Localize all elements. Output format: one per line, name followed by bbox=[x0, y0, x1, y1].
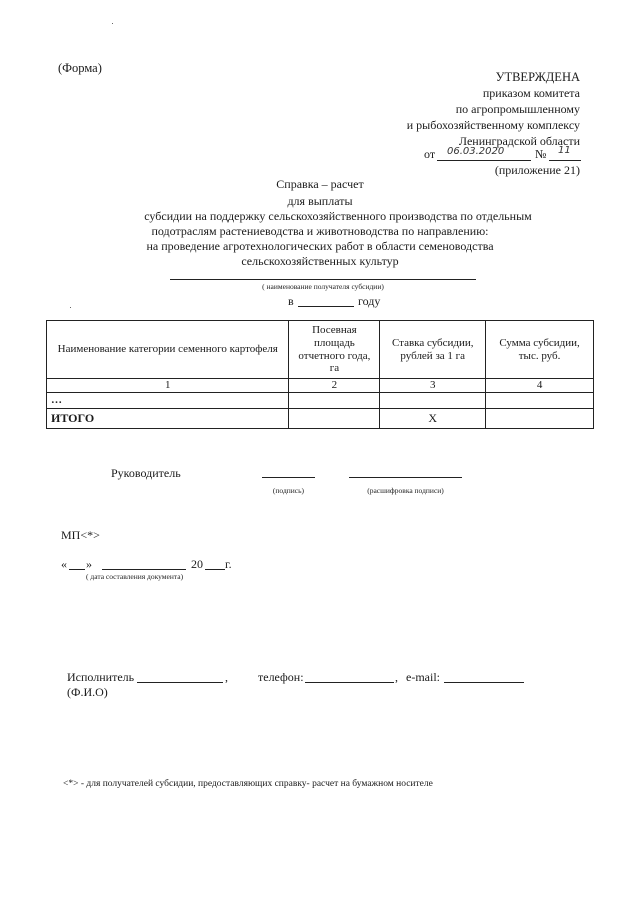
header-rate: Ставка субсидии, рублей за 1 га bbox=[380, 321, 486, 379]
email-label: e-mail: bbox=[406, 670, 440, 684]
approval-line-2: по агропромышленному bbox=[455, 102, 580, 116]
approval-line-1: приказом комитета bbox=[482, 86, 580, 100]
executor-fio: (Ф.И.О) bbox=[67, 685, 108, 699]
sign-caption: (подпись) bbox=[272, 486, 305, 495]
title-line-6: сельскохозяйственных культур bbox=[241, 254, 399, 268]
approval-date-line bbox=[437, 160, 531, 161]
title-line-1: Справка – расчет bbox=[276, 177, 364, 191]
table-cell bbox=[380, 393, 486, 409]
total-label: ИТОГО bbox=[47, 409, 289, 429]
date-caption: ( дата составления документа) bbox=[86, 572, 184, 581]
table-header-row bbox=[47, 321, 594, 379]
ellipsis-cell: … bbox=[47, 393, 289, 409]
scan-speck bbox=[112, 23, 113, 24]
year-suffix: году bbox=[358, 294, 381, 308]
col-number-2: 2 bbox=[289, 379, 380, 393]
date-open-quote: « bbox=[61, 557, 67, 571]
approval-line-4: Ленинградской области bbox=[458, 134, 580, 148]
table-number-row bbox=[47, 379, 594, 393]
col-number-4: 4 bbox=[486, 379, 594, 393]
executor-name-blank bbox=[137, 682, 223, 683]
approval-date-handwritten: 06.03.2020 bbox=[447, 146, 505, 157]
executor-label: Исполнитель bbox=[67, 670, 135, 684]
table-cell bbox=[289, 393, 380, 409]
recipient-line bbox=[170, 279, 476, 280]
decode-line bbox=[349, 477, 462, 478]
title-line-2: для выплаты bbox=[287, 194, 353, 208]
approval-title: УТВЕРЖДЕНА bbox=[495, 70, 580, 84]
approval-line-3: и рыбохозяйственному комплексу bbox=[406, 118, 580, 132]
phone-label: телефон: bbox=[258, 670, 304, 684]
date-year-blank bbox=[205, 569, 225, 570]
approval-number-handwritten: 11 bbox=[558, 145, 571, 156]
table-cell bbox=[486, 409, 594, 429]
phone-comma: , bbox=[395, 670, 398, 684]
header-area: Посевная площадь отчетного года, га bbox=[289, 321, 380, 379]
decode-caption: (расшифровка подписи) bbox=[367, 486, 444, 495]
table-cell bbox=[289, 409, 380, 429]
title-line-4: подотраслям растениеводства и животноводства по направлению: bbox=[151, 224, 489, 238]
date-day-blank bbox=[69, 569, 85, 570]
header-category: Наименование категории семенного картофеля bbox=[47, 321, 289, 379]
table-row bbox=[47, 393, 594, 409]
email-blank bbox=[444, 682, 524, 683]
total-rate-mark: Х bbox=[380, 409, 486, 429]
col-number-3: 3 bbox=[380, 379, 486, 393]
title-line-5: на проведение агротехнологических работ в области семеноводства bbox=[146, 239, 494, 253]
approval-appendix: (приложение 21) bbox=[494, 163, 580, 177]
executor-comma: , bbox=[225, 670, 228, 684]
recipient-caption: ( наименование получателя субсидии) bbox=[262, 282, 384, 291]
date-month-blank bbox=[102, 569, 186, 570]
date-year-prefix: 20 bbox=[191, 557, 203, 571]
approval-number-label: № bbox=[535, 147, 547, 161]
year-prefix: в bbox=[288, 294, 294, 308]
date-close-quote: » bbox=[86, 557, 92, 571]
phone-blank bbox=[305, 682, 394, 683]
sign-line bbox=[262, 477, 315, 478]
head-label: Руководитель bbox=[111, 466, 181, 480]
table-total-row bbox=[47, 409, 594, 429]
col-number-1: 1 bbox=[47, 379, 289, 393]
footnote: <*> - для получателей субсидии, предоставляющих справку- расчет на бумажном носителе bbox=[63, 779, 433, 789]
title-line-3: субсидии на поддержку сельскохозяйственного производства по отдельным bbox=[144, 209, 532, 223]
year-blank bbox=[298, 306, 354, 307]
scan-speck bbox=[70, 307, 71, 308]
form-label: (Форма) bbox=[58, 61, 102, 75]
stamp-label: МП<*> bbox=[61, 528, 100, 542]
subsidy-table bbox=[46, 320, 594, 429]
date-year-suffix: г. bbox=[225, 557, 232, 571]
approval-from-label: от bbox=[424, 147, 436, 161]
table-cell bbox=[486, 393, 594, 409]
header-sum: Сумма субсидии, тыс. руб. bbox=[486, 321, 594, 379]
approval-number-line bbox=[549, 160, 581, 161]
